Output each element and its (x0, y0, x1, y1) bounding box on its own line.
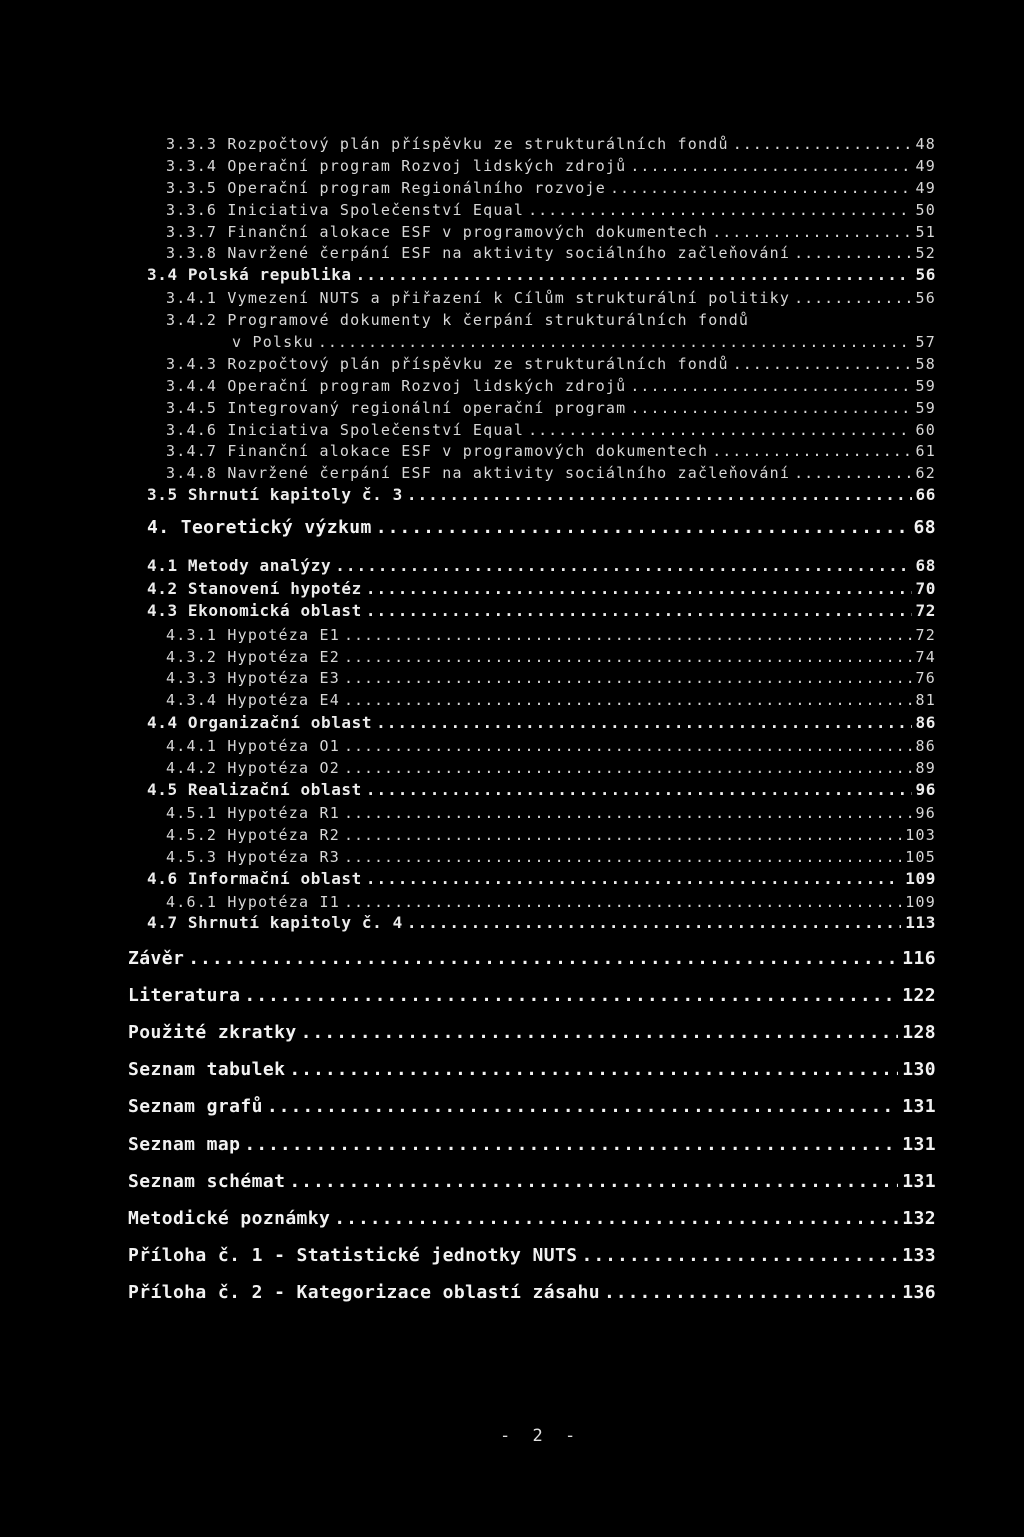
toc-chapter-entry[interactable] (128, 1171, 936, 1192)
toc-section-entry[interactable] (147, 579, 936, 598)
toc-entry[interactable] (166, 826, 936, 844)
toc-entry-page: 136 (902, 1282, 936, 1303)
leader-dots (794, 244, 911, 262)
toc-entry[interactable] (166, 399, 936, 417)
leader-dots (188, 948, 898, 969)
toc-chapter-entry[interactable] (128, 1208, 936, 1229)
toc-entry-title: 4.6 Informační oblast (147, 869, 362, 888)
toc-entry-title: 3.3.3 Rozpočtový plán příspěvku ze strukturálních fondů (166, 135, 729, 153)
leader-dots (344, 669, 912, 687)
toc-entry-title: 4.3.1 Hypotéza E1 (166, 626, 340, 644)
toc-entry-page: 70 (915, 579, 936, 598)
leader-dots (344, 626, 912, 644)
leader-dots (244, 1134, 898, 1155)
toc-entry-page: 131 (902, 1134, 936, 1155)
toc-entry-page: 96 (915, 804, 936, 822)
toc-entry-page: 130 (902, 1059, 936, 1080)
toc-chapter-entry[interactable] (128, 1245, 936, 1266)
toc-entry-page: 59 (915, 377, 936, 395)
toc-entry[interactable] (166, 626, 936, 644)
toc-entry-title: 4.5.1 Hypotéza R1 (166, 804, 340, 822)
toc-entry-page: 51 (915, 223, 936, 241)
toc-entry-page: 96 (915, 780, 936, 799)
toc-section-entry[interactable] (147, 556, 936, 575)
leader-dots (407, 485, 912, 504)
toc-entry-title: 3.3.6 Iniciativa Společenství Equal (166, 201, 525, 219)
toc-entry-page: 66 (915, 485, 936, 504)
toc-entry-page: 74 (915, 648, 936, 666)
toc-entry-page: 59 (915, 399, 936, 417)
toc-entry[interactable] (166, 201, 936, 219)
leader-dots (528, 201, 911, 219)
toc-chapter-entry[interactable] (128, 985, 936, 1006)
toc-entry[interactable] (166, 691, 936, 709)
leader-dots (376, 517, 910, 538)
toc-entry[interactable] (166, 648, 936, 666)
leader-dots (630, 399, 911, 417)
toc-entry-page: 116 (902, 948, 936, 969)
toc-entry-page: 72 (915, 601, 936, 620)
toc-entry[interactable] (166, 244, 936, 262)
leader-dots (712, 223, 911, 241)
toc-entry[interactable] (166, 135, 936, 153)
leader-dots (344, 759, 912, 777)
toc-entry-page: 61 (915, 442, 936, 460)
toc-entry[interactable] (166, 289, 936, 307)
toc-entry[interactable] (166, 669, 936, 687)
toc-chapter-entry[interactable] (128, 1059, 936, 1080)
toc-entry-page: 133 (902, 1245, 936, 1266)
leader-dots (356, 265, 912, 284)
toc-entry-page: 132 (902, 1208, 936, 1229)
toc-entry-title: Seznam schémat (128, 1171, 286, 1192)
toc-entry-page: 86 (915, 713, 936, 732)
toc-chapter-entry[interactable] (147, 517, 936, 538)
toc-chapter-entry[interactable] (128, 1134, 936, 1155)
toc-entry-title: 4.6.1 Hypotéza I1 (166, 893, 340, 911)
toc-entry-page: 89 (915, 759, 936, 777)
leader-dots (344, 648, 912, 666)
toc-entry-page: 49 (915, 157, 936, 175)
toc-entry-page: 48 (915, 135, 936, 153)
toc-entry-page: 57 (915, 333, 936, 351)
toc-entry[interactable] (166, 377, 936, 395)
leader-dots (630, 377, 911, 395)
toc-entry-page: 105 (905, 848, 936, 866)
toc-entry-title: 3.4 Polská republika (147, 265, 352, 284)
toc-entry-page: 72 (915, 626, 936, 644)
toc-entry-title: Metodické poznámky (128, 1208, 331, 1229)
toc-entry-title: Použité zkratky (128, 1022, 297, 1043)
leader-dots (712, 442, 911, 460)
toc-entry-title: 4.3.2 Hypotéza E2 (166, 648, 340, 666)
toc-entry-title: 4.5 Realizační oblast (147, 780, 362, 799)
toc-entry-title: 3.4.8 Navržené čerpání ESF na aktivity sociálního začleňování (166, 464, 791, 482)
toc-entry-page: 113 (905, 913, 936, 932)
toc-entry-title: 4.5.3 Hypotéza R3 (166, 848, 340, 866)
toc-entry[interactable] (166, 804, 936, 822)
toc-entry-title: 4.3.3 Hypotéza E3 (166, 669, 340, 687)
toc-entry-page: 76 (915, 669, 936, 687)
toc-entry-title: Příloha č. 2 - Kategorizace oblastí zásahu (128, 1282, 600, 1303)
toc-section-entry[interactable] (147, 869, 936, 888)
leader-dots (366, 601, 912, 620)
toc-entry-title: 3.4.1 Vymezení NUTS a přiřazení k Cílům strukturální politiky (166, 289, 791, 307)
toc-entry[interactable] (166, 464, 936, 482)
toc-entry-title: 4.7 Shrnutí kapitoly č. 4 (147, 913, 403, 932)
toc-entry-title: 4.3.4 Hypotéza E4 (166, 691, 340, 709)
toc-entry-title: 3.3.7 Finanční alokace ESF v programových dokumentech (166, 223, 709, 241)
leader-dots (344, 893, 901, 911)
leader-dots (366, 869, 901, 888)
toc-entry-title: 3.3.4 Operační program Rozvoj lidských zdrojů (166, 157, 627, 175)
toc-chapter-entry[interactable] (128, 948, 936, 969)
toc-entry-title: Seznam tabulek (128, 1059, 286, 1080)
leader-dots (794, 289, 911, 307)
leader-dots (794, 464, 911, 482)
toc-entry-title: 4.5.2 Hypotéza R2 (166, 826, 340, 844)
page-number: - 2 - (500, 1426, 582, 1446)
leader-dots (581, 1245, 898, 1266)
toc-entry-page: 52 (915, 244, 936, 262)
toc-entry[interactable] (166, 759, 936, 777)
toc-entry-page: 50 (915, 201, 936, 219)
toc-entry-title: 4.4.1 Hypotéza O1 (166, 737, 340, 755)
toc-entry-page: 109 (905, 869, 936, 888)
toc-entry[interactable] (166, 157, 936, 175)
toc-entry-title: 4.3 Ekonomická oblast (147, 601, 362, 620)
leader-dots (344, 691, 912, 709)
toc-entry[interactable] (166, 179, 936, 197)
leader-dots (334, 1208, 898, 1229)
toc-entry-title: v Polsku (232, 333, 314, 351)
toc-entry-page: 103 (905, 826, 936, 844)
leader-dots (289, 1059, 898, 1080)
toc-entry-page: 122 (902, 985, 936, 1006)
toc-entry[interactable] (166, 893, 936, 911)
toc-section-entry[interactable] (147, 913, 936, 932)
toc-entry-title: 3.5 Shrnutí kapitoly č. 3 (147, 485, 403, 504)
toc-section-entry[interactable] (147, 780, 936, 799)
toc-entry-page: 56 (915, 289, 936, 307)
leader-dots (610, 179, 912, 197)
toc-entry-title: Seznam grafů (128, 1096, 263, 1117)
leader-dots (407, 913, 901, 932)
leader-dots (289, 1171, 898, 1192)
toc-entry[interactable] (166, 421, 936, 439)
leader-dots (630, 157, 911, 175)
toc-entry-title: 3.3.8 Navržené čerpání ESF na aktivity sociálního začleňování (166, 244, 791, 262)
toc-entry-page: 128 (902, 1022, 936, 1043)
toc-section-entry[interactable] (147, 265, 936, 284)
toc-entry-title: 3.4.3 Rozpočtový plán příspěvku ze strukturálních fondů (166, 355, 729, 373)
leader-dots (366, 780, 912, 799)
toc-entry-title: 4.4.2 Hypotéza O2 (166, 759, 340, 777)
toc-entry-page: 62 (915, 464, 936, 482)
toc-entry-title: 3.3.5 Operační program Regionálního rozvoje (166, 179, 606, 197)
toc-entry-page: 131 (902, 1171, 936, 1192)
toc-entry-page: 49 (915, 179, 936, 197)
toc-entry[interactable] (166, 442, 936, 460)
toc-entry-title: 4.1 Metody analýzy (147, 556, 332, 575)
leader-dots (244, 985, 898, 1006)
toc-entry-page: 109 (905, 893, 936, 911)
leader-dots (528, 421, 911, 439)
leader-dots (301, 1022, 899, 1043)
toc-entry-page: 56 (915, 265, 936, 284)
leader-dots (376, 713, 911, 732)
toc-entry-title: 4.2 Stanovení hypotéz (147, 579, 362, 598)
leader-dots (344, 737, 912, 755)
toc-entry[interactable] (166, 355, 936, 373)
toc-entry-page: 58 (915, 355, 936, 373)
toc-entry-title: 3.4.4 Operační program Rozvoj lidských zdrojů (166, 377, 627, 395)
leader-dots (318, 333, 912, 351)
toc-chapter-entry[interactable] (128, 1282, 936, 1303)
toc-entry-title: Seznam map (128, 1134, 241, 1155)
toc-entry-title: 3.4.5 Integrovaný regionální operační program (166, 399, 627, 417)
toc-entry-title[interactable]: 3.4.2 Programové dokumenty k čerpání strukturálních fondů (166, 311, 750, 329)
leader-dots (335, 556, 911, 575)
toc-entry-page: 86 (915, 737, 936, 755)
leader-dots (733, 135, 912, 153)
leader-dots (344, 848, 901, 866)
leader-dots (604, 1282, 898, 1303)
toc-entry-title: Příloha č. 1 - Statistické jednotky NUTS (128, 1245, 578, 1266)
toc-section-entry[interactable] (147, 485, 936, 504)
toc-entry-title: 3.4.7 Finanční alokace ESF v programových dokumentech (166, 442, 709, 460)
toc-entry-page: 68 (915, 556, 936, 575)
toc-entry[interactable] (166, 737, 936, 755)
toc-entry-page: 131 (902, 1096, 936, 1117)
toc-chapter-entry[interactable] (128, 1022, 936, 1043)
toc-entry-page: 60 (915, 421, 936, 439)
leader-dots (366, 579, 912, 598)
toc-section-entry[interactable] (147, 713, 936, 732)
toc-entry-title: Literatura (128, 985, 241, 1006)
toc-entry[interactable] (166, 848, 936, 866)
toc-entry-title: 3.4.6 Iniciativa Společenství Equal (166, 421, 525, 439)
toc-entry-page: 81 (915, 691, 936, 709)
toc-entry-title: 4.4 Organizační oblast (147, 713, 373, 732)
leader-dots (344, 826, 901, 844)
leader-dots (733, 355, 912, 373)
toc-chapter-entry[interactable] (128, 1096, 936, 1117)
leader-dots (267, 1096, 898, 1117)
toc-entry-title: Závěr (128, 948, 185, 969)
toc-section-entry[interactable] (147, 601, 936, 620)
toc-entry[interactable] (166, 223, 936, 241)
toc-entry-title: 4. Teoretický výzkum (147, 517, 372, 538)
leader-dots (344, 804, 912, 822)
toc-entry-page: 68 (913, 517, 936, 538)
toc-entry[interactable] (232, 333, 936, 351)
